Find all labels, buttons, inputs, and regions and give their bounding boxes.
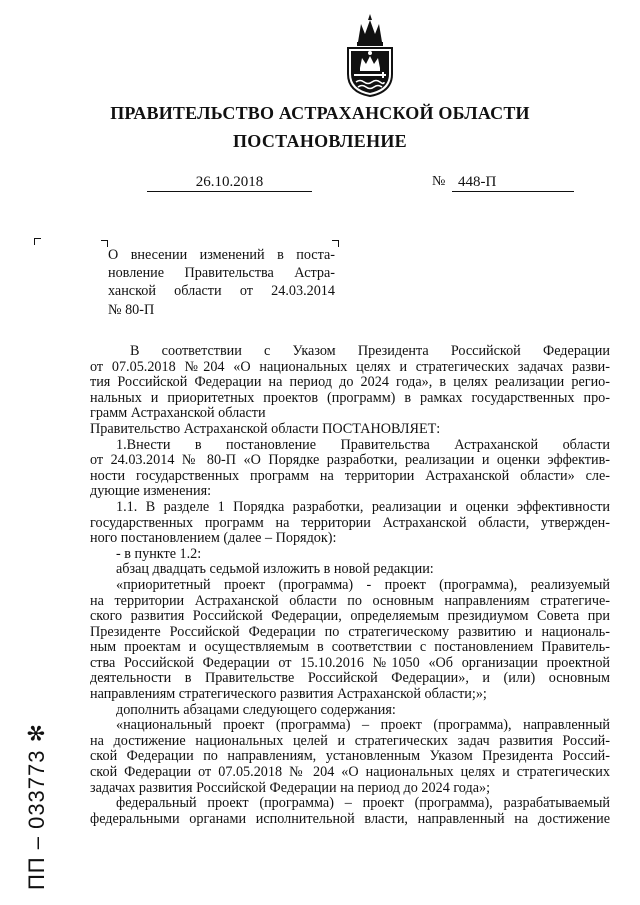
body-line: направлениям стратегического развития Астраханской области;»; bbox=[90, 686, 487, 703]
body-line: грамм Астраханской области bbox=[90, 405, 266, 422]
body-line: «приоритетный проект (программа) - проект (программа), реализуемый bbox=[116, 576, 610, 593]
body-line: 1.Внести в постановление Правительства Астраханской области bbox=[116, 436, 610, 453]
corner-mark-subject-left bbox=[101, 240, 108, 247]
subject-line: О внесении изменений в поста- bbox=[108, 247, 335, 263]
number-sign: № bbox=[432, 174, 446, 189]
body-line: Правительство Астраханской области ПОСТАНОВЛЯЕТ: bbox=[90, 420, 441, 437]
body-line: деятельности в Правительстве Российской Федерации», и (или) основным bbox=[90, 670, 610, 687]
body-line: ского развития Российской Федерации, определяемым президиумом Совета при bbox=[90, 608, 610, 625]
body-line: федеральными органами исполнительной власти, направленный на достижение bbox=[90, 810, 610, 827]
body-line: ства Российской Федерации от 15.10.2016 №1050 «Об организации проектной bbox=[90, 654, 610, 671]
body-line: нальных и приоритетных проектов (программ) в рамках государственных про- bbox=[90, 389, 610, 406]
body-line: ской Федерации по направлениям, установленным Указом Президента Россий- bbox=[90, 748, 610, 765]
body-line: задачах развития Российской Федерации на период до 2024 года»; bbox=[90, 779, 491, 796]
body-line: ности государственных программ на территории Астраханской области» сле- bbox=[90, 467, 610, 484]
body-line: федеральный проект (программа) – проект (программа), разрабатываемый bbox=[116, 795, 610, 812]
coat-of-arms-icon bbox=[342, 12, 398, 98]
body-line: ской Федерации от 07.05.2018 № 204 «О национальных целях и стратегических bbox=[90, 764, 610, 781]
document-number: 448-П bbox=[452, 173, 574, 192]
document-date: 26.10.2018 bbox=[147, 173, 312, 192]
body-line: «национальный проект (программа) – проект (программа), направленный bbox=[116, 717, 610, 734]
body-line: тия Российской Федерации на период до 2024 года», в целях реализации регио- bbox=[90, 374, 610, 391]
side-stamp bbox=[22, 700, 52, 890]
corner-mark-left bbox=[34, 238, 41, 245]
document-kind: ПОСТАНОВЛЕНИЕ bbox=[233, 131, 407, 151]
body-line: - в пункте 1.2: bbox=[116, 545, 202, 562]
subject-line: ханской области от 24.03.2014 bbox=[108, 283, 335, 300]
body-line: ного постановлением (далее – Порядок): bbox=[90, 530, 337, 547]
body-line: абзац двадцать седьмой изложить в новой редакции: bbox=[116, 561, 434, 578]
document-body bbox=[90, 344, 610, 827]
organization-title: ПРАВИТЕЛЬСТВО АСТРАХАНСКОЙ ОБЛАСТИ bbox=[110, 103, 530, 123]
body-line: ным проектам и осуществляемым в соответствии с постановлением Правитель- bbox=[90, 639, 610, 656]
body-line: на достижение национальных целей и стратегических задач развития Россий- bbox=[90, 732, 610, 749]
body-line: от 24.03.2014 № 80-П «О Порядке разработки, реализации и оценки эффектив- bbox=[90, 452, 610, 469]
document-subject bbox=[108, 246, 335, 319]
body-line: дующие изменения: bbox=[90, 483, 212, 500]
subject-line: № 80-П bbox=[108, 301, 155, 318]
body-line: Президенте Российской Федерации по стратегическому развитию и националь- bbox=[90, 623, 610, 640]
body-line: В соответствии с Указом Президента Российской Федерации bbox=[130, 343, 610, 359]
body-line: 1.1. В разделе 1 Порядка разработки, реализации и оценки эффективности bbox=[116, 498, 610, 515]
body-line: на территории Астраханской области по основным направлениям стратегиче- bbox=[90, 592, 610, 609]
body-line: от 07.05.2018 №204 «О национальных целях и стратегических задачах разви- bbox=[90, 358, 610, 375]
subject-line: новление Правительства Астра- bbox=[108, 265, 335, 282]
body-line: государственных программ на территории Астраханской области, утвержден- bbox=[90, 514, 610, 531]
body-line: дополнить абзацами следующего содержания: bbox=[116, 701, 396, 718]
stamp-serial: ПП – 033773 ✻ bbox=[24, 722, 49, 890]
